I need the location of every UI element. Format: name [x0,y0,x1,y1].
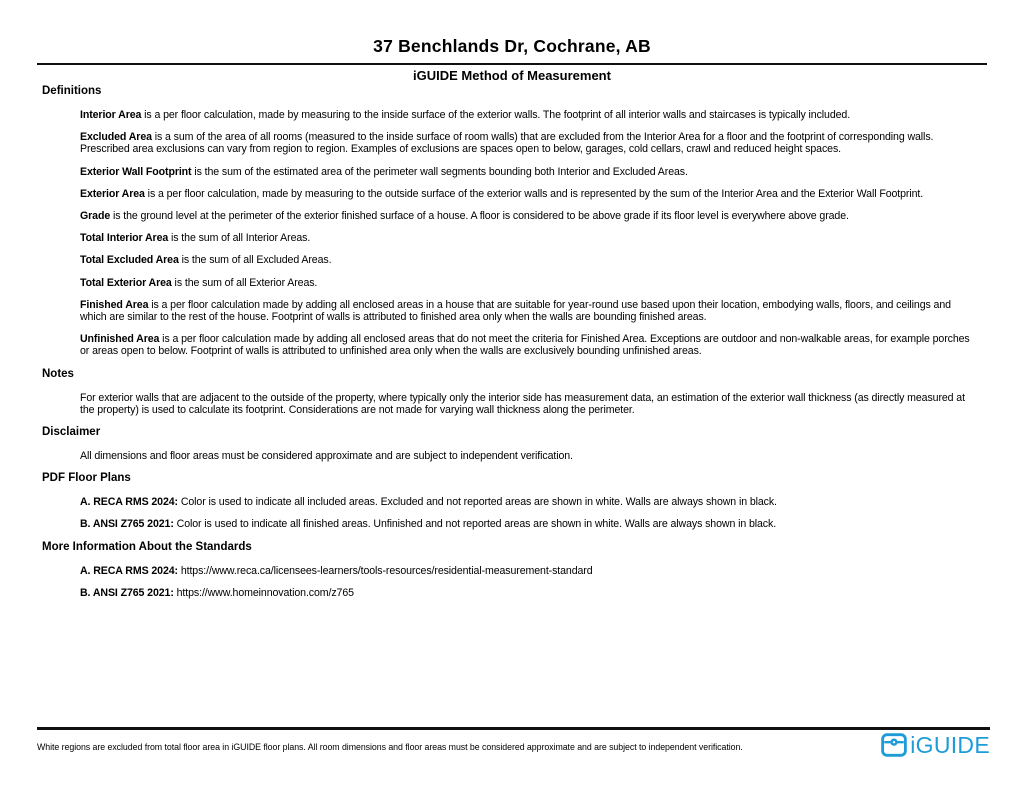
definition-text: is a per floor calculation made by adding all enclosed areas that do not meet the criteria for Finished Area. Exceptions are outdoor and non-walkable areas, for example porches or areas open to below. Footprint of walls is attributed to unfinished area only when the walls are exclusively bounding unfinished areas. [80,333,970,358]
definition-text: is a per floor calculation made by adding all enclosed areas in a house that are suitable for year-round use based upon their location, embodying walls, floors, and ceilings and which are similar to the rest of the house. Footprint of walls is attributed to finished area only when the walls are bounding finished areas. [80,298,951,324]
section-heading-definitions: Definitions [42,85,102,97]
section-notes [42,368,975,416]
definition-text: is a per floor calculation, made by measuring to the inside surface of the exterior walls. The footprint of all interior walls and staircases is typically included. [141,109,851,121]
disclaimer-text: All dimensions and floor areas must be considered approximate and are subject to independent verification. [80,450,573,463]
pdf-reca-label: A. RECA RMS 2024: [80,496,178,509]
iguide-logo [881,732,990,758]
section-heading-more-information: More Information About the Standards [42,540,252,553]
term-exterior-wall-footprint: Exterior Wall Footprint [80,165,192,178]
section-heading-disclaimer: Disclaimer [42,426,101,439]
definition-excluded-area [80,131,975,155]
pdf-ansi-item [80,518,975,530]
definition-exterior-wall-footprint [80,166,975,178]
definition-text: is the sum of the estimated area of the perimeter wall segments bounding both Interior and Excluded Areas. [191,165,688,178]
definition-text: is the ground level at the perimeter of the exterior finished surface of a house. A floor is considered to be above grade if its floor level is everywhere above grade. [110,210,849,223]
term-total-exterior-area: Total Exterior Area [80,276,172,289]
more-info-ansi-label: B. ANSI Z765 2021: [80,586,174,599]
section-disclaimer [42,426,975,462]
definition-text: is a sum of the area of all rooms (measured to the inside surface of room walls) that are excluded from the Interior Area for a floor and the footprint of corresponding walls. Prescribed area exclusions can vary from region to region. Examples of exclusions are spaces open to below, garages, cold cellars, crawl and reduced height spaces. [80,131,934,156]
iguide-camera-icon [881,732,907,758]
section-heading-notes: Notes [42,367,74,380]
definition-grade [80,210,975,222]
disclaimer-paragraph [80,450,975,462]
section-more-information [42,541,975,599]
definition-text: is a per floor calculation, made by measuring to the outside surface of the exterior walls and is represented by the sum of the Interior Area and the Exterior Wall Footprint. [144,187,924,200]
definition-interior-area [80,109,975,121]
definition-unfinished-area [80,333,975,357]
footer-row [37,732,990,758]
term-grade: Grade [80,210,111,223]
section-definitions [42,85,975,358]
term-interior-area: Interior Area [80,109,142,121]
term-total-interior-area: Total Interior Area [80,232,169,245]
page-subtitle: iGUIDE Method of Measurement [413,68,611,83]
term-excluded-area: Excluded Area [80,131,152,144]
more-info-reca-label: A. RECA RMS 2024: [80,564,178,577]
section-pdf-floor-plans [42,472,975,530]
definition-total-excluded-area [80,254,975,266]
definition-text: is the sum of all Excluded Areas. [178,254,332,267]
notes-text: For exterior walls that are adjacent to the outside of the property, where typically only the interior side has measurement data, an estimation of the exterior wall thickness (as directly measured at the property) is used to calculate its footprint. Considerations are not made for varying wall thickness along the perimeter. [80,391,965,416]
iguide-logo-text: iGUIDE [910,732,990,758]
footer-divider [37,727,990,730]
term-unfinished-area: Unfinished Area [80,333,160,346]
definition-text: is the sum of all Interior Areas. [168,232,311,245]
section-heading-pdf-floor-plans: PDF Floor Plans [42,472,131,485]
term-total-excluded-area: Total Excluded Area [80,254,179,267]
page-title: 37 Benchlands Dr, Cochrane, AB [373,36,651,56]
pdf-reca-text: Color is used to indicate all included areas. Excluded and not reported areas are shown in white. Walls are always shown in black. [177,496,777,509]
more-info-ansi-item [80,587,975,599]
notes-paragraph [80,392,975,416]
pdf-ansi-text: Color is used to indicate all finished areas. Unfinished and not reported areas are shown in white. Walls are always shown in black. [173,518,777,531]
definition-text: is the sum of all Exterior Areas. [171,276,318,289]
more-info-reca-item [80,565,975,577]
pdf-ansi-label: B. ANSI Z765 2021: [80,518,174,531]
reca-url: https://www.reca.ca/licensees-learners/tools-resources/residential-measurement-standard [177,564,593,577]
document-body [42,85,975,599]
page-footer [37,727,990,758]
footer-disclaimer: White regions are excluded from total floor area in iGUIDE floor plans. All room dimensions and floor areas must be considered approximate and are subject to independent verification. [37,742,743,752]
term-exterior-area: Exterior Area [80,187,145,200]
header-divider [37,63,987,65]
definition-total-exterior-area [80,277,975,289]
ansi-url: https://www.homeinnovation.com/z765 [173,586,354,599]
definition-exterior-area [80,188,975,200]
definition-finished-area [80,299,975,323]
pdf-reca-item [80,496,975,508]
definition-total-interior-area [80,232,975,244]
term-finished-area: Finished Area [80,298,149,311]
